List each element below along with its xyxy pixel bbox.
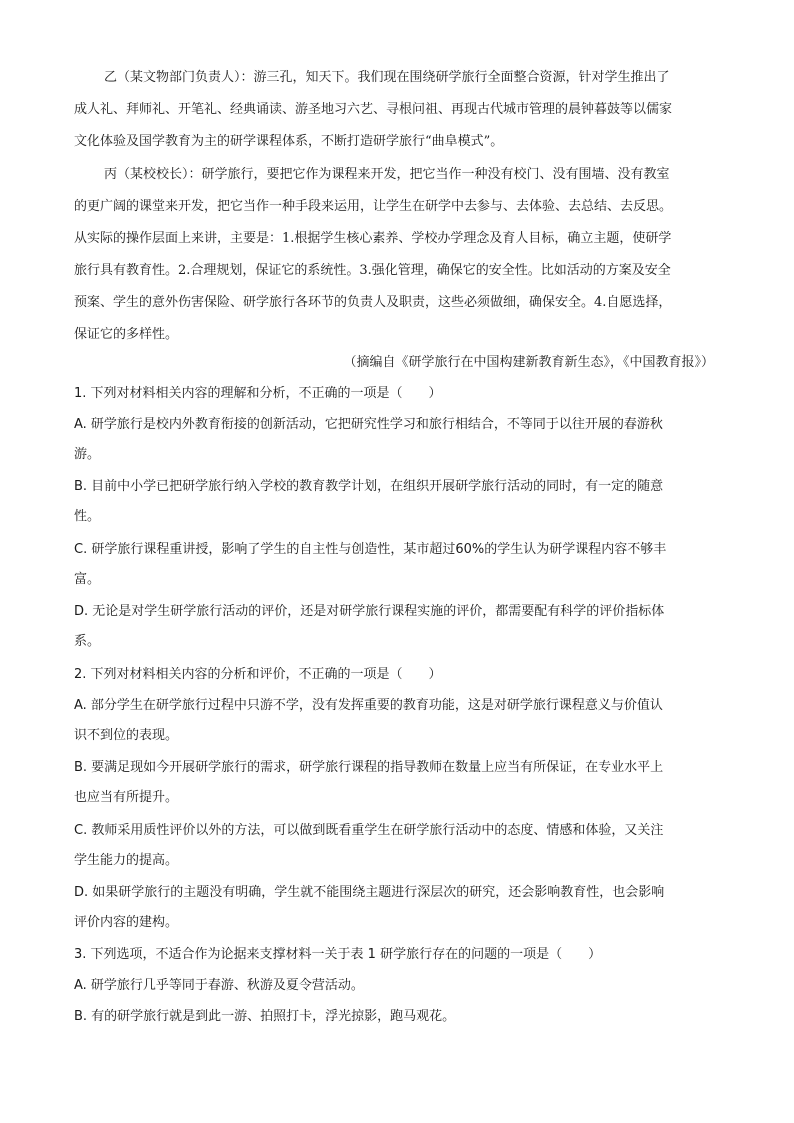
question-1-option-c: C. 研学旅行课程重讲授，影响了学生的自主性与创造性，某市超过60%的学生认为研学课程内容不够丰 (74, 542, 667, 557)
question-1-option-d-cont: 系。 (74, 634, 101, 649)
question-1-stem: 1. 下列对材料相关内容的理解和分析，不正确的一项是（ ） (74, 386, 442, 401)
question-2-stem: 2. 下列对材料相关内容的分析和评价，不正确的一项是（ ） (74, 667, 442, 682)
passage-bing-line-3: 从实际的操作层面上来讲，主要是：1.根据学生核心素养、学校办学理念及育人目标，确立主题，使研学 (74, 231, 672, 246)
passage-bing-line-4: 旅行具有教育性。2.合理规划，保证它的系统性。3.强化管理，确保它的安全性。比如活动的方案及安全 (74, 263, 671, 278)
question-2-option-c: C. 教师采用质性评价以外的方法，可以做到既看重学生在研学旅行活动中的态度、情感和体验，又关注 (74, 823, 664, 838)
passage-bing-line-2: 的更广阔的课堂来开发，把它当作一种手段来运用，让学生在研学中去参与、去体验、去总结、去反思。 (74, 199, 673, 214)
question-2-option-d-cont: 评价内容的建构。 (74, 915, 179, 930)
passage-yi-line-3: 文化体验及国学教育为主的研学课程体系，不断打造研学旅行“曲阜模式”。 (74, 134, 504, 149)
question-1-option-a-cont: 游。 (74, 447, 101, 462)
passage-bing-line-6: 保证它的多样性。 (74, 327, 179, 342)
question-2-option-d: D. 如果研学旅行的主题没有明确，学生就不能围绕主题进行深层次的研究，还会影响教育性，也会影响 (74, 885, 665, 900)
question-1-option-c-cont: 富。 (74, 572, 101, 587)
question-1-option-b-cont: 性。 (74, 509, 101, 524)
passage-bing-line-5: 预案、学生的意外伤害保险、研学旅行各环节的负责人及职责，这些必须做细，确保安全。4.自愿选择， (74, 295, 672, 310)
question-3-stem: 3. 下列选项，不适合作为论据来支撑材料一关于表 1 研学旅行存在的问题的一项是（ ） (74, 947, 602, 962)
question-2-option-c-cont: 学生能力的提高。 (74, 853, 179, 868)
question-2-option-b: B. 要满足现如今开展研学旅行的需求，研学旅行课程的指导教师在数量上应当有所保证，在专业水平上 (74, 760, 664, 775)
question-2-option-a: A. 部分学生在研学旅行过程中只游不学，没有发挥重要的教育功能，这是对研学旅行课程意义与价值认 (74, 698, 663, 713)
source-citation: （摘编自《研学旅行在中国构建新教育新生态》，《中国教育报》） (343, 355, 714, 370)
passage-yi-line-2: 成人礼、拜师礼、开笔礼、经典诵读、游圣地习六艺、寻根问祖、再现古代城市管理的晨钟暮鼓等以儒家 (74, 102, 673, 117)
question-1-option-d: D. 无论是对学生研学旅行活动的评价，还是对研学旅行课程实施的评价，都需要配有科学的评价指标体 (74, 604, 665, 619)
question-3-option-b: B. 有的研学旅行就是到此一游、拍照打卡，浮光掠影，跑马观花。 (74, 1009, 456, 1024)
passage-bing-line-1: 丙（某校校长）：研学旅行，要把它作为课程来开发，把它当作一种没有校门、没有围墙、没有教室 (104, 167, 670, 182)
question-3-option-a: A. 研学旅行几乎等同于春游、秋游及夏令营活动。 (74, 978, 364, 993)
passage-yi-line-1: 乙（某文物部门负责人）：游三孔，知天下。我们现在围绕研学旅行全面整合资源，针对学生推出了 (104, 70, 670, 85)
question-2-option-a-cont: 识不到位的表现。 (74, 728, 179, 743)
question-1-option-a: A. 研学旅行是校内外教育衔接的创新活动，它把研究性学习和旅行相结合，不等同于以往开展的春游秋 (74, 417, 663, 432)
question-1-option-b: B. 目前中小学已把研学旅行纳入学校的教育教学计划，在组织开展研学旅行活动的同时，有一定的随意 (74, 479, 664, 494)
question-2-option-b-cont: 也应当有所提升。 (74, 790, 179, 805)
